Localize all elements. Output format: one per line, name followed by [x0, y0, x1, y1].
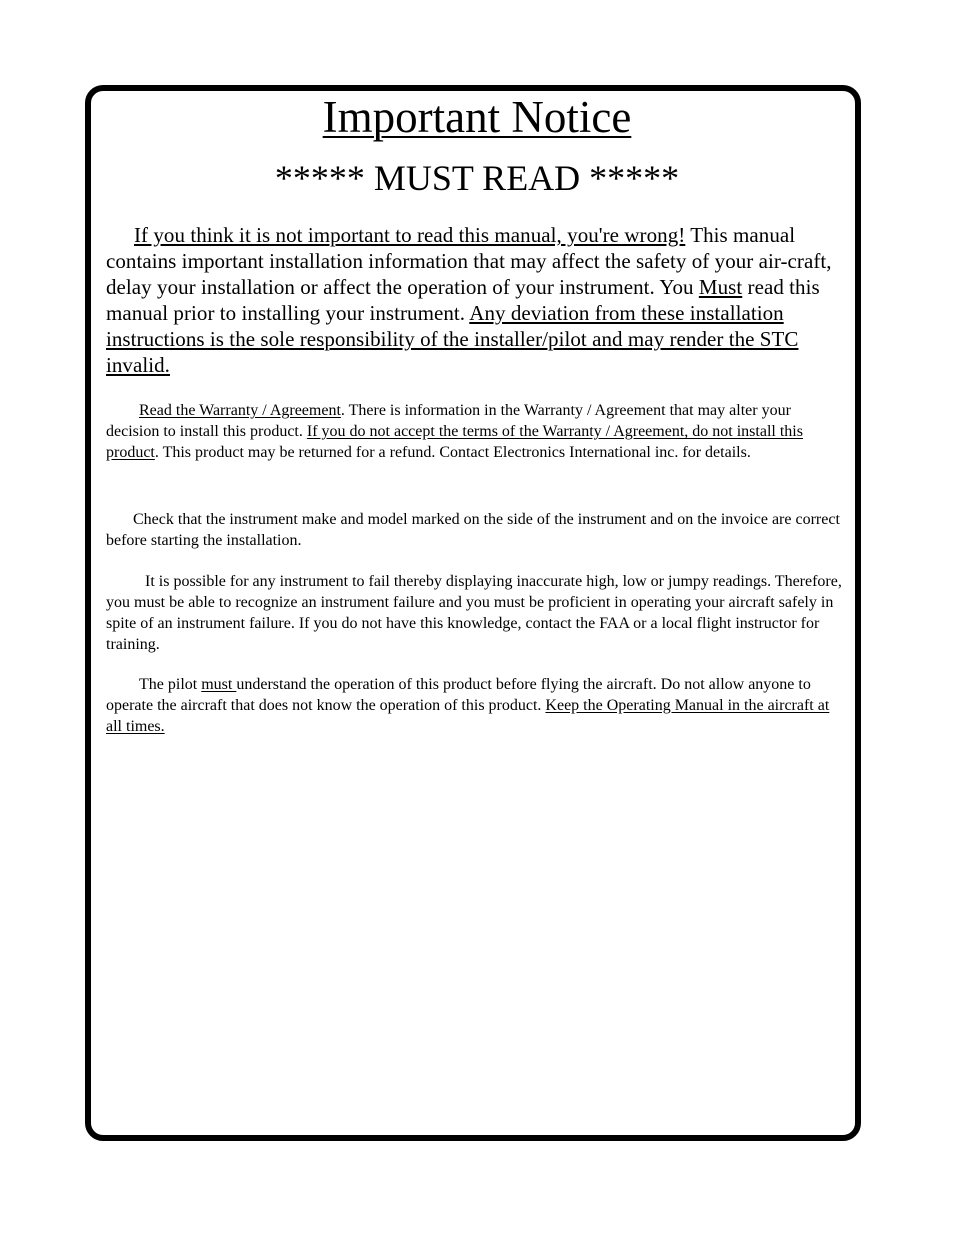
warranty-reference: Read the Warranty / Agreement [139, 402, 341, 419]
keep-manual-sentence: Keep the Operating Manual in the aircraft at all times. [106, 697, 830, 735]
must-emphasis: Must [698, 275, 743, 299]
responsibility-sentence: Any deviation from these installation instructions is the sole responsibility of the installer/pilot and may render the STC invalid. [106, 301, 799, 377]
page-title: Important Notice [322, 92, 632, 142]
warranty-paragraph: Read the Warranty / Agreement. There is information in the Warranty / Agreement that may alter your decision to install this product. If you do not accept the terms of the Warranty / Agreement, do not install this product. This product may be returned for a refund. Contact Electronics International inc. for details. [106, 402, 803, 461]
check-model-paragraph: Check that the instrument make and model marked on the side of the instrument and on the invoice are correct before starting the installation. [106, 511, 840, 549]
must-emphasis: must [201, 676, 237, 693]
intro-paragraph: If you think it is not important to read this manual, you're wrong! This manual contains important installation information that may affect the safety of your air-craft, delay your installation or affect the operation of your instrument. You Must read this manual prior to installing your instrument. Any deviation from these installation instructions is the sole responsibility of the installer/pilot and may render the STC invalid. [106, 223, 832, 377]
instrument-failure-paragraph: It is possible for any instrument to fail thereby displaying inaccurate high, low or jumpy readings. Therefore, you must be able to recognize an instrument failure and you must be proficient in operating your aircraft safely in spite of an instrument failure. If you do not have this knowledge, contact the FAA or a local flight instructor for training. [106, 573, 842, 653]
warranty-condition: If you do not accept the terms of the Warranty / Agreement, do not install this product [106, 423, 803, 461]
must-read-heading: ***** MUST READ ***** [274, 158, 680, 198]
warning-sentence: If you think it is not important to read this manual, you're wrong! [134, 223, 686, 247]
pilot-paragraph: The pilot must understand the operation of this product before flying the aircraft. Do not allow anyone to operate the aircraft that does not know the operation of this product. Keep the Operating Manual in the aircraft at all times. [106, 676, 830, 735]
